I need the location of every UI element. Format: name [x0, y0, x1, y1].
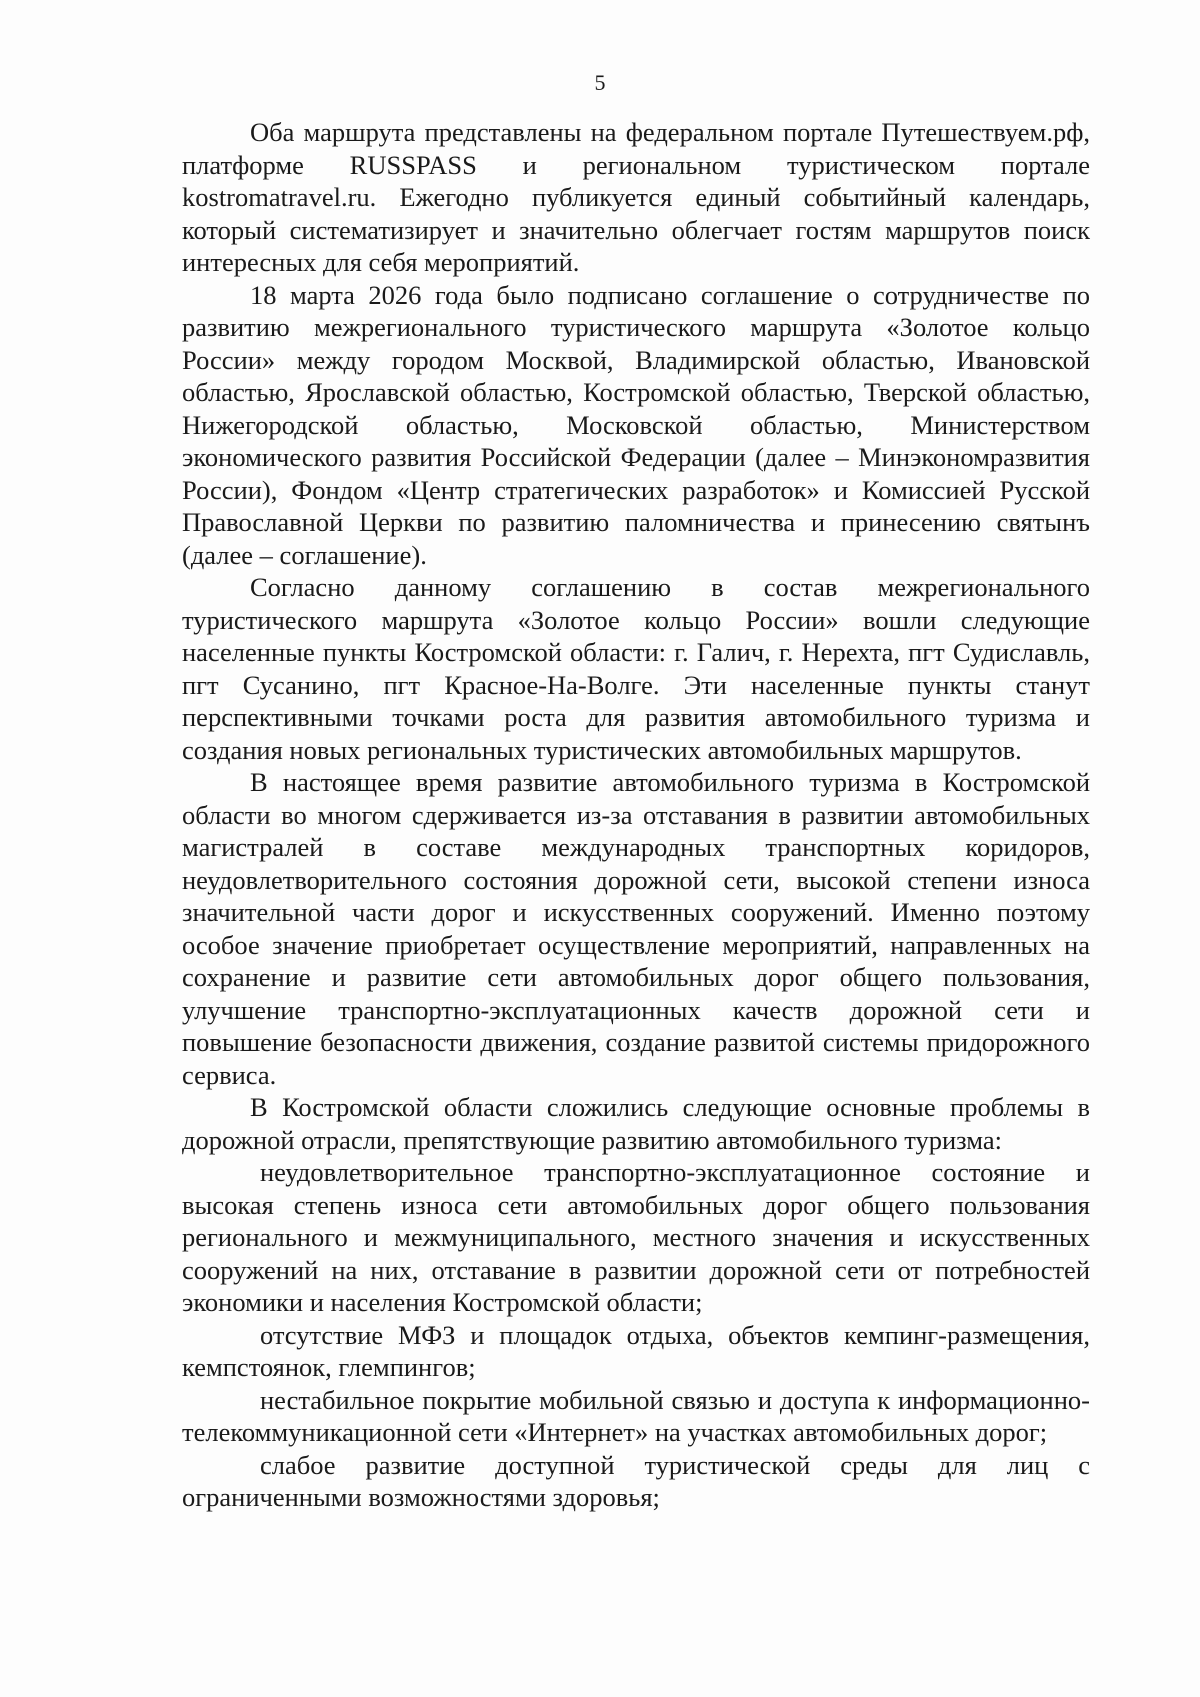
paragraph-agreement: 18 марта 2026 года было подписано соглашение о сотрудничестве по развитию межрегионального туристического маршрута «Золотое кольцо России» между городом Москвой, Владимирской областью, Ивановской областью, Ярославской областью, Костромской областью, Тверской областью, Нижегородской областью, Московской областью, Министерством экономического развития Российской Федерации (далее – Минэкономразвития России), Фондом «Центр стратегических разработок» и Комиссией Русской Православной Церкви по развитию паломничества и принесению святынъ (далее – соглашение).	[182, 279, 1090, 570]
paragraph-road-development: В настоящее время развитие автомобильного туризма в Костромской области во многом сдерживается из-за отставания в развитии автомобильных магистралей в составе международных транспортных коридоров, неудовлетворительного состояния дорожной сети, высокой степени износа значительной части дорог и искусственных сооружений. Именно поэтому особое значение приобретает осуществление мероприятий, направленных на сохранение и развитие сети автомобильных дорог общего пользования, улучшение транспортно-эксплуатационных качеств дорожной сети и повышение безопасности движения, создание развитой системы придорожного сервиса.	[182, 767, 1090, 1090]
document-body	[182, 116, 1090, 1514]
list-item-mobile-coverage: нестабильное покрытие мобильной связью и доступа к информационно-телекоммуникационной сети «Интернет» на участках автомобильных дорог;	[182, 1384, 1090, 1447]
list-item-rest-areas: отсутствие МФЗ и площадок отдыха, объектов кемпинг-размещения, кемпстоянок, глемпингов;	[182, 1319, 1090, 1382]
paragraph-problems-intro: В Костромской области сложились следующие основные проблемы в дорожной отрасли, препятствующие развитию автомобильного туризма:	[182, 1092, 1090, 1155]
list-item-road-condition: неудовлетворительное транспортно-эксплуатационное состояние и высокая степень износа сети автомобильных дорог общего пользования регионального и межмуниципального, местного значения и искусственных сооружений на них, отставание в развитии дорожной сети от потребностей экономики и населения Костромской области;	[182, 1157, 1090, 1317]
paragraph-routes-portals: Оба маршрута представлены на федеральном портале Путешествуем.рф, платформе RUSSPASS и региональном туристическом портале kostromatravel.ru. Ежегодно публикуется единый событийный календарь, который систематизирует и значительно облегчает гостям маршрутов поиск интересных для себя мероприятий.	[182, 117, 1090, 277]
list-item-accessibility: слабое развитие доступной туристической среды для лиц с ограниченными возможностями здоровья;	[182, 1449, 1090, 1512]
page-number: 5	[594, 70, 606, 95]
paragraph-settlements: Согласно данному соглашению в состав межрегионального туристического маршрута «Золотое кольцо России» вошли следующие населенные пункты Костромской области: г. Галич, г. Нерехта, пгт Судиславль, пгт Сусанино, пгт Красное-На-Волге. Эти населенные пункты станут перспективными точками роста для развития автомобильного туризма и создания новых региональных туристических автомобильных маршрутов.	[182, 572, 1090, 765]
